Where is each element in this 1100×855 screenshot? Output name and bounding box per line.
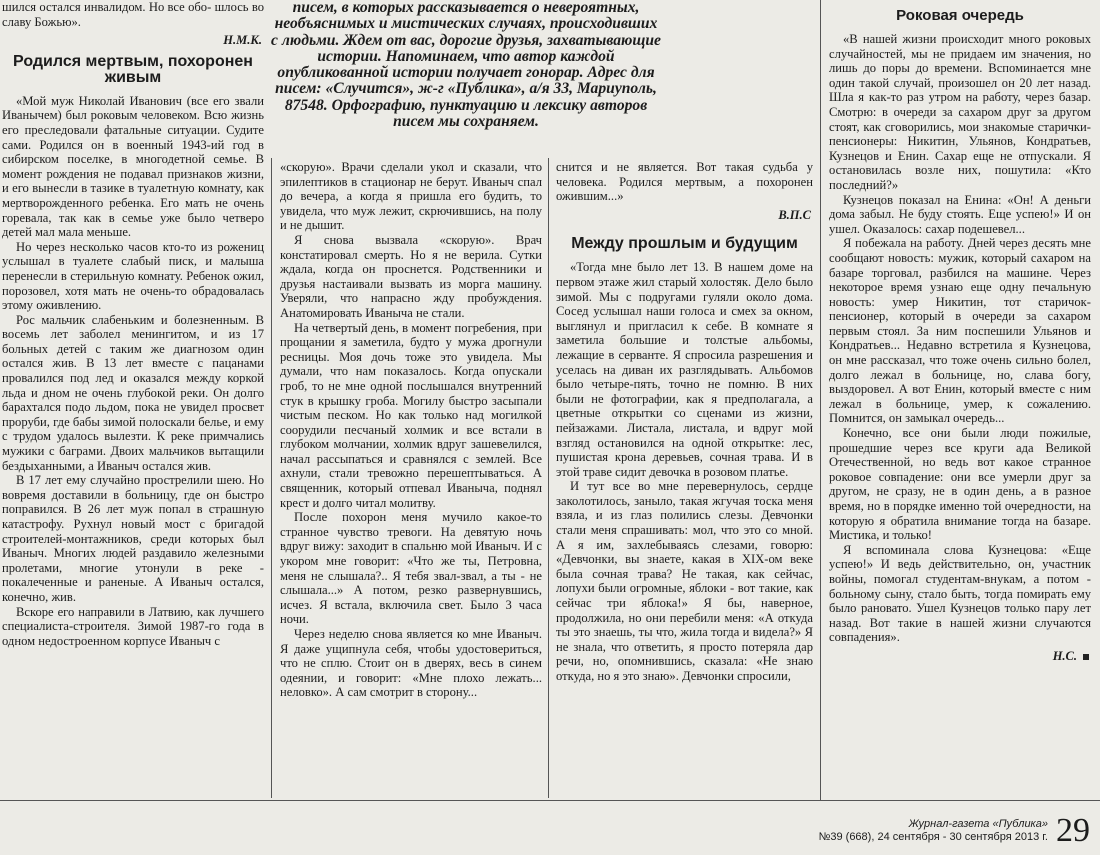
paragraph: Конечно, все они были люди пожилые, прошедшие через все круги ада Великой Отечественной, но ведь вот какое странное роковое совпадение: они все умерли друг за другом, не сразу, не в один день, а в разное время, но в порядке именно той очередности, на которую я обратила внимание тогда на базаре. Мистика, и только! xyxy=(829,426,1091,543)
column-divider xyxy=(548,158,549,798)
paragraph: Я снова вызвала «скорую». Врач констатировал смерть. Но я не верила. Сутки ждала, когда он проснется. Родственники и друзья настаивали вызвать из морга машину. Уверяли, что напрасно жду пробуждения. Анатомировать Иваныча не стали. xyxy=(280,232,542,320)
previous-story-tail: шился остался инвалидом. Но все обо- шлось во славу Божью». xyxy=(2,0,264,29)
end-mark-icon xyxy=(1083,654,1089,660)
paragraph: Рос мальчик слабеньким и болезненным. В восемь лет заболел менингитом, и из 17 больных детей с таким же диагнозом один остался жив. В 13 лет вместе с пацанами провалился под лед и оказался между коркой льда и дном не очень глубокой реки. Он долго барахтался подо льдом, пока не увидел просвет проруби, где бабы зимой полоскали белье, и ему с трудом удалось вылезти. К реке примчались мужики с баграми. Двоих мальчиков вытащили бездыханными, а Иваныч остался жив. xyxy=(2,312,264,473)
paragraph: На четвертый день, в момент погребения, при прощании я заметила, будто у мужа дрогнули ресницы. Моя дочь тоже это увидела. Мы думали, что нам показалось. Когда опускали гроб, то не мне одной послышался внутренний стук в крышку гроба. Могилу быстро засыпали чистым песком. Но как только над могилкой соорудили песчаный холмик и все встали в глубоком молчании, холмик вдруг зашевелился, начал рассыпаться и сравнялся с землей. Все ахнули, стали тревожно перешептываться. А священник, который отпевал Иваныча, поднял крест и долго читал молитву. xyxy=(280,320,542,510)
column-3 xyxy=(556,160,813,798)
article-signature: В.П.С xyxy=(778,207,811,222)
paragraph: Я побежала на работу. Дней через десять мне сообщают новость: мужик, который сахаром на базаре торговал, разбился на машине. Через некоторое время узнаю еще одну печальную новость: умер Никитин, тот старичок-пенсионер, который в очереди за сахаром первым стоял. За ним поспешили Ульянов и Кондратьев... Недавно встретила я Кузнецова, он мне рассказал, что тоже очень сильно болел, долго лежал в больнице, но, слава богу, выздоровел. А вот Енин, который вместе с ним лежал в больнице, умер, к сожалению. Помнится, он замыкал очередь... xyxy=(829,236,1091,426)
column-divider xyxy=(271,158,272,798)
page-number: 29 xyxy=(1056,812,1090,849)
issue-info: №39 (668), 24 сентября - 30 сентября 2013 г. xyxy=(818,831,1048,843)
paragraph: «скорую». Врачи сделали укол и сказали, что эпилептиков в стационар не берут. Иваныч спал до вечера, а когда я пришла его будить, то увидела, что муж лежит, скрючившись, на полу и не дышит. xyxy=(280,160,542,233)
paragraph: «Тогда мне было лет 13. В нашем доме на первом этаже жил старый холостяк. Дело было зимой. Мы с подругами гуляли около дома. Сосед услышал наши голоса и смех за окном, выглянул и пригласил к себе. В комнате я заметила большие и толстые альбомы, лежащие в серванте. Я спросила разрешения и уселась на диван их разглядывать. Альбомов было четыре-пять, точно не помню. В них были не фотографии, как я предполагала, а цветные открытки со сценами из жизни, пейзажами. Листала, листала, и вдруг мой взгляд остановился на одной открытке: лес, пушистая крона деревьев, сочная трава. И в этой траве сидит девочка в розовом платье. xyxy=(556,260,813,479)
paragraph: Кузнецов показал на Енина: «Он! А деньги дома забыл. Не буду стоять. Еще успею!» И он ушел. Оказалось: сахар подешевел... xyxy=(829,192,1091,236)
bottom-rule xyxy=(0,800,1100,801)
paragraph: снится и не является. Вот такая судьба у человека. Родился мертвым, а похоронен ожившим...» xyxy=(556,160,813,204)
paragraph: Но через несколько часов кто-то из рожениц услышал в туалете слабый писк, и малыша перенесли в стерильную комнату. Ребенок ожил, порозовел, хотя мать не очень-то обрадовалась этому оживлению. xyxy=(2,239,264,313)
article-title: Роковая очередь xyxy=(896,7,1024,24)
signature-text: Н.С. xyxy=(1052,648,1077,663)
intro-text: писем, в которых рассказывается о невероятных, необъяснимых и мистических случаях, происходивших с людьми. Ждем от вас, дорогие друзья, захватывающие истории. Напоминаем, что автор каждой опубликованной истории получает гонорар. Адрес для писем: «Случится», ж-г «Публика», а/я 33, Мариуполь, 87548. Орфографию, пунктуацию и лексику авторов писем мы сохраняем. xyxy=(271,0,661,131)
paragraph: После похорон меня мучило какое-то странное чувство тревоги. На девятую ночь вдруг вижу: заходит в спальню мой Иваныч. И с укором мне говорит: «Что же ты, Петровна, меня не слышала?.. Я тебя звал-звал, а ты - не слышала...» А потом, резко развернувшись, исчез. Я встала, включила свет. Было 3 часа ночи. xyxy=(280,510,542,627)
paragraph: И тут все во мне перевернулось, сердце заколотилось, заныло, такая жгучая тоска меня взяла, и из глаз полились слезы. Девчонки стали меня спрашивать: мол, что это со мной. А я им, захлебываясь слезами, говорю: «Девчонки, вы знаете, какая в XIX-ом веке была сочная трава? Не такая, как сейчас, лопухи были огромные, яблоки - вот такие, как сейчас три яблока!» Я бы, наверное, продолжила, но они перебили меня: «А откуда ты это знаешь, ты что, жила тогда и видела?» Я не знала, что ответить, я просто потеряла дар речи, но, опомнившись, сказала: «Не знаю откуда, но я это знаю». Девчонки спросили, xyxy=(556,479,813,683)
journal-name: Журнал-газета «Публика» xyxy=(908,818,1048,830)
column-2 xyxy=(280,160,542,798)
paragraph: Через неделю снова является ко мне Иваныч. Я даже ущипнула себя, чтобы удостовериться, что не сплю. Стоит он в дверях, весь в синем одеянии, и говорит: «Мне плохо лежать... неловко». А сам смотрит в сторону... xyxy=(280,627,542,700)
column-1 xyxy=(2,0,264,798)
column-divider xyxy=(820,0,821,800)
article-title: Между прошлым и будущим xyxy=(571,235,798,253)
paragraph: «В нашей жизни происходит много роковых случайностей, мы не придаем им значения, но лишь до поры до времени. Вспоминается мне один такой случай, произошел он 20 лет назад. Шла я как-то раз утром на работу, через базар. Смотрю: в очереди за сахаром друг за другом стоят, как сговорились, мои знакомые старички-пенсионеры: Никитин, Ульянов, Кондратьев, Кузнецов и Енин. Сахар еще не отпускали. Я остановилась возле них, пошутила: «Кто последний?» xyxy=(829,32,1091,192)
column-4 xyxy=(829,0,1091,798)
paragraph: Я вспоминала слова Кузнецова: «Еще успею!» И ведь действительно, он, участник войны, помогал студентам-внукам, а потом - больному сыну, стало быть, тогда помирать ему было рановато. Ушел Кузнецов только пару лет назад. Вот такие в нашей жизни случаются совпадения». xyxy=(829,542,1091,645)
paragraph: «Мой муж Николай Иванович (все его звали Иванычем) был роковым человеком. Всю жизнь его преследовали фатальные ситуации. Судите сами. Родился он в военный 1943-ий год в сибирском поселке, в многодетной семье. В момент рождения не подавал признаков жизни, и его вынесли в тазике в туалетную комнату, как мертворожденного ребенка. Его мать не очень горевала, так как в семье уже было четверо детей мал мала меньше. xyxy=(2,93,264,240)
article-title: Родился мертвым, похоронен живым xyxy=(13,52,253,86)
article-signature xyxy=(829,649,1089,664)
previous-signature: Н.М.К. xyxy=(223,33,262,48)
editorial-intro xyxy=(270,0,662,130)
paragraph: В 17 лет ему случайно прострелили шею. Но вовремя доставили в больницу, где он быстро поправился. В 26 лет муж попал в страшную катастрофу. Рухнул новый мост с бригадой строителей-монтажников, среди которых был Иваныч. Многих людей раздавило железными пролетами, многие утонули в реке - покалеченные и раненые. А Иваныч остался, конечно, жив. xyxy=(2,473,264,604)
paragraph: Вскоре его направили в Латвию, как лучшего специалиста-строителя. Зимой 1987-го года в одном недостроенном корпусе Иваныч с xyxy=(2,604,264,648)
